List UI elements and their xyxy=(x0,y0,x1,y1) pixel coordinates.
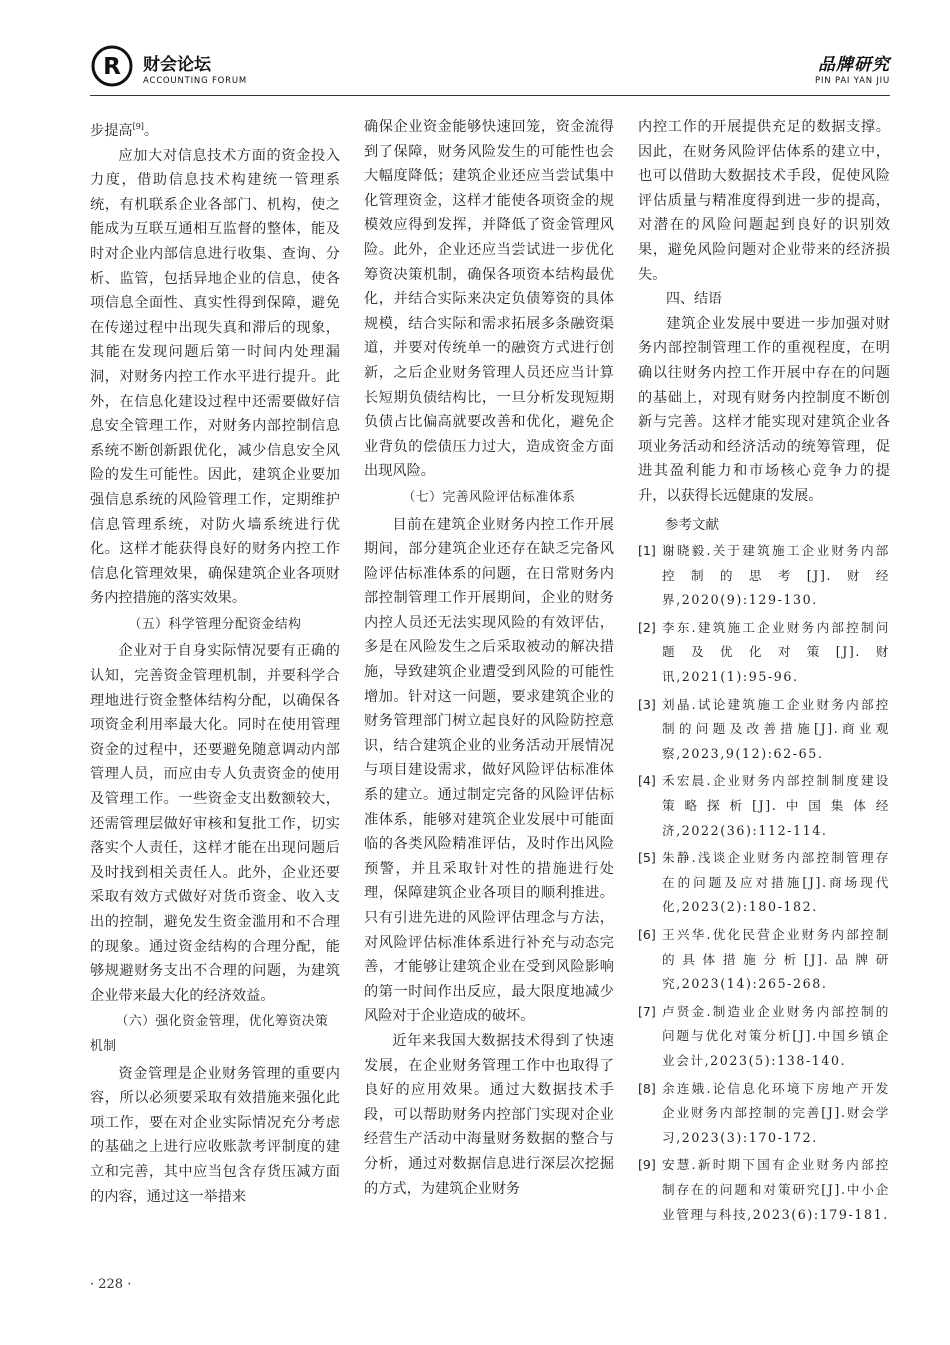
page-header xyxy=(90,40,890,92)
paragraph: 确保企业资金能够快速回笼，资金流得到了保障，财务风险发生的可能性也会大幅度降低；建筑企业还应当尝试集中化管理资金，这样才能使各项资金的规模效应得到发挥，并降低了资金管理风险。此外，企业还应当尝试进一步优化筹资决策机制，确保各项资本结构最优化，并结合实际来决定负债筹资的具体规模，结合实际和需求拓展多条融资渠道，并要对传统单一的融资方式进行创新，之后企业财务管理人员还应当计算长短期负债结构比，一旦分析发现短期负债占比偏高就要改善和优化，避免企业背负的偿债压力过大，造成资金方面出现风险。 xyxy=(364,119,614,480)
text-column-3 xyxy=(638,115,890,1230)
reference-text: 余连娥.论信息化环境下房地产开发企业财务内部控制的完善[J].财会学习,2023(3):170-172. xyxy=(662,1080,890,1145)
reference-item xyxy=(638,1153,890,1227)
section-heading: 四、结语 xyxy=(666,291,722,308)
reference-item xyxy=(638,1000,890,1074)
subsection-heading: （七）完善风险评估标准体系 xyxy=(402,489,576,505)
page-number: · 228 · xyxy=(90,1277,132,1292)
reference-text: 谢晓毅.关于建筑施工企业财务内部控制的思考[J].财经界,2020(9):129-130. xyxy=(662,543,890,608)
paragraph: 近年来我国大数据技术得到了快速发展，在企业财务管理工作中也取得了良好的应用效果。通过大数据技术手段，可以帮助财务内控部门实现对企业经营生产活动中海量财务数据的整合与分析，通过对数据信息进行深层次挖掘的方式，为建筑企业财务 xyxy=(364,1032,614,1197)
reference-number: [2] xyxy=(638,619,656,635)
journal-name-english: ACCOUNTING FORUM xyxy=(143,76,247,86)
reference-number: [1] xyxy=(638,543,656,559)
reference-number: [7] xyxy=(638,1003,656,1019)
reference-number: [5] xyxy=(638,850,656,866)
paragraph: 建筑企业发展中要进一步加强对财务内部控制管理工作的重视程度，在明确以往财务内控工作开展中存在的问题的基础上，对现有财务内控制度不断创新与完善。这样才能实现对建筑企业各项业务活动和经济活动的统筹管理，促进其盈利能力和市场核心竞争力的提升，以获得长远健康的发展。 xyxy=(638,315,890,504)
reference-item xyxy=(638,1077,890,1151)
text-column-1 xyxy=(90,115,340,1209)
reference-text: 刘晶.试论建筑施工企业财务内部控制的问题及改善措施[J].商业观察,2023,9(12):62-65. xyxy=(662,696,890,761)
reference-item xyxy=(638,539,890,613)
reference-item xyxy=(638,846,890,920)
reference-number: [3] xyxy=(638,696,656,712)
reference-text: 禾宏晨.企业财务内部控制制度建设策略探析[J].中国集体经济,2022(36):112-114. xyxy=(662,773,890,838)
reference-number: [8] xyxy=(638,1080,656,1096)
reference-number: [4] xyxy=(638,773,656,789)
subsection-heading: （五）科学管理分配资金结构 xyxy=(128,616,302,632)
reference-text: 卢贤金.制造业企业财务内部控制的问题与优化对策分析[J].中国乡镇企业会计,2023(5):138-140. xyxy=(662,1003,890,1068)
paragraph: 内控工作的开展提供充足的数据支撑。因此，在财务风险评估体系的建立中，也可以借助大数据技术手段，促使风险评估质量与精准度得到进一步的提高，对潜在的风险问题起到良好的识别效果，避免风险问题对企业带来的经济损失。 xyxy=(638,119,890,283)
paragraph xyxy=(90,115,340,144)
paragraph: 目前在建筑企业财务内控工作开展期间，部分建筑企业还存在缺乏完备风险评估标准体系的问题，在日常财务内部控制管理工作开展期间，企业的财务内控人员还无法实现风险的有效评估，多是在风险发生之后采取被动的解决措施，导致建筑企业遭受到风险的可能性增加。针对这一问题，要求建筑企业的财务管理部门树立起良好的风险防控意识，结合建筑企业的业务活动开展情况与项目建设需求，做好风险评估标准体系的建立。通过制定完备的风险评估标准体系，能够对建筑企业发展中可能面临的各类风险精准评估，及时作出风险预警，并且采取针对性的措施进行处理，保障建筑企业各项目的顺利推进。只有引进先进的风险评估理念与方法，对风险评估标准体系进行补充与动态完善，才能够让建筑企业在受到风险影响的第一时间作出反应，最大限度地减少风险对于企业造成的破坏。 xyxy=(364,516,614,1025)
references-heading: 参考文献 xyxy=(665,516,719,533)
reference-number: [6] xyxy=(638,927,656,942)
reference-text: 李东.建筑施工企业财务内部控制问题及优化对策[J].财讯,2021(1):95-96. xyxy=(662,619,890,685)
reference-item xyxy=(638,923,890,997)
citation-ref: [9] xyxy=(132,122,144,131)
reference-item xyxy=(638,693,890,767)
paragraph-text: 步提高 xyxy=(90,123,133,139)
paragraph: 企业对于自身实际情况要有正确的认知，完善资金管理机制，并要科学合理地进行资金整体结构分配，以确保各项资金利用率最大化。同时在使用管理资金的过程中，还要避免随意调动内部管理人员，而应由专人负责资金的使用及管理工作。一些资金支出数额较大，还需管理层做好审核和复批工作，切实落实个人责任，这样才能在出现问题后及时找到相关责任人。此外，企业还要采取有效方式做好对货币资金、收入支出的控制，避免发生资金滥用和不合理的现象。通过资金结构的合理分配，能够规避财务支出不合理的问题，为建筑企业带来最大化的经济效益。 xyxy=(90,643,340,1004)
reference-item xyxy=(638,769,890,843)
reference-list xyxy=(638,539,890,1227)
registered-logo-icon xyxy=(90,44,134,88)
reference-number: [9] xyxy=(638,1157,656,1173)
header-divider xyxy=(90,95,890,96)
reference-text: 朱静.浅谈企业财务内部控制管理存在的问题及应对措施[J].商场现代化,2023(2):180-182. xyxy=(662,850,890,915)
paragraph: 应加大对信息技术方面的资金投入力度，借助信息技术构建统一管理系统，有机联系企业各部门、机构，使之能成为互联互通相互监督的整体，能及时对企业内部信息进行收集、查询、分析、监管，包括异地企业的信息，使各项信息全面性、真实性得到保障，避免在传递过程中出现失真和滞后的现象，其能在发现问题后第一时间内处理漏洞，对财务内控工作水平进行提升。此外，在信息化建设过程中还需要做好信息安全管理工作，对财务内部控制信息系统不断创新跟优化，减少信息安全风险的发生可能性。因此，建筑企业要加强信息系统的风险管理工作，定期维护信息管理系统，对防火墙系统进行优化。这样才能获得良好的财务内控工作信息化管理效果，确保建筑企业各项财务内控措施的落实效果。 xyxy=(90,147,340,607)
paragraph-text: 。 xyxy=(143,123,159,139)
reference-text: 王兴华.优化民营企业财务内部控制的具体措施分析[J].品牌研究,2023(14):265-268. xyxy=(662,927,890,992)
reference-text: 安慧.新时期下国有企业财务内部控制存在的问题和对策研究[J].中小企业管理与科技,2023(6):179-181. xyxy=(662,1157,890,1222)
column-name-pinyin: PIN PAI YAN JIU xyxy=(815,76,890,86)
subsection-heading: （六）强化资金管理，优化筹资决策机制 xyxy=(90,1014,329,1054)
text-column-2 xyxy=(364,115,614,1201)
paragraph: 资金管理是企业财务管理的重要内容，所以必须要采取有效措施来强化此项工作，要在对企业实际情况充分考虑的基础之上进行应收账款考评制度的建立和完善，其中应当包含存货压减方面的内容，通过这一举措来 xyxy=(90,1065,340,1205)
journal-name: 财会论坛 xyxy=(143,55,211,75)
svg-text:R: R xyxy=(103,54,121,80)
column-name: 品牌研究 xyxy=(818,55,890,75)
reference-item xyxy=(638,616,890,690)
